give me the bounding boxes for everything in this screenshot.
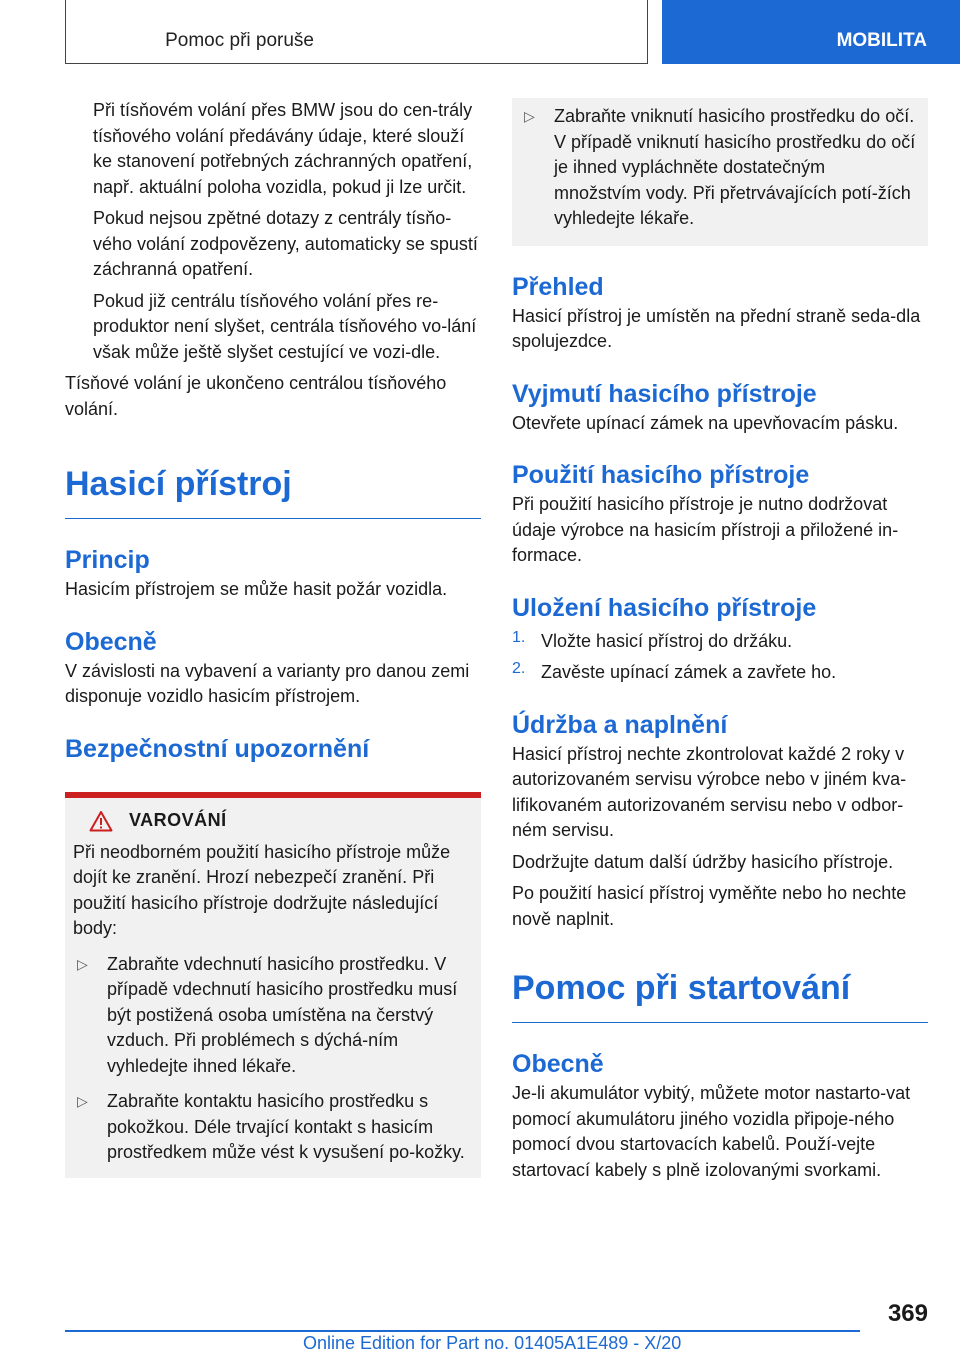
header-tab-mobilita[interactable]: MOBILITA <box>662 0 960 64</box>
heading-prehled: Přehled <box>512 272 604 301</box>
heading-vyjmuti: Vyjmutí hasicího přístroje <box>512 379 817 408</box>
warning-bullet-text: Zabraňte vdechnutí hasicího prostředku. V případě vdechnutí hasicího prostředku musí být postižená osoba umístěna na čerstvý vzduch. Při problémech s dýchá-ním vyhledejte ihned lékaře. <box>107 953 458 1076</box>
step-item <box>512 629 928 655</box>
heading-princip: Princip <box>65 546 150 574</box>
emergency-call-paragraph-1: Při tísňovém volání přes BMW jsou do cen-trály tísňového volání předávány údaje, které slouží ke stanovení potřebných záchranných opatření, např. aktuální poloha vozidla, pokud ji lze určit. <box>93 100 473 197</box>
bullet-triangle-icon: ▷ <box>77 955 88 972</box>
heading-pomoc-pri-startovani: Pomoc při startování <box>512 966 928 1023</box>
warning-bullet <box>520 104 916 232</box>
warning-bullet-text: Zabraňte vniknutí hasicího prostředku do očí. V případě vniknutí hasicího prostředku do očí je ihned vypláchněte dostatečným množstvím vody. Při přetrvávajících potí-žích vyhledejte lékaře. <box>554 106 916 228</box>
left-column <box>65 98 481 1178</box>
vyjmuti-text: Otevřete upínací zámek na upevňovacím pásku. <box>512 412 899 433</box>
princip-text: Hasicím přístrojem se může hasit požár vozidla. <box>65 579 448 599</box>
udrzba-paragraph-1: Hasicí přístroj nechte zkontrolovat každé 2 roky v autorizovaném servisu výrobce nebo v jiném kva-lifikovaném autorizovaném servisu nebo v odbor-ném servisu. <box>512 743 907 840</box>
step-text: Zavěste upínací zámek a zavřete ho. <box>541 662 837 682</box>
obecne-startovani-text: Je-li akumulátor vybitý, můžete motor nastarto-vat pomocí akumulátoru jiného vozidla připoje-ného pomocí dvou startovacích kabelů. Použí-vejte startovací kabely s plně izolovanými svorkami. <box>512 1083 911 1180</box>
heading-ulozeni: Uložení hasicího přístroje <box>512 593 817 622</box>
warning-triangle-icon <box>89 810 113 832</box>
heading-obecne: Obecně <box>65 627 157 656</box>
warning-box-continued <box>512 98 928 246</box>
heading-obecne-startovani: Obecně <box>512 1050 604 1078</box>
heading-pouziti: Použití hasicího přístroje <box>512 461 810 489</box>
warning-title <box>89 810 469 832</box>
udrzba-paragraph-2: Dodržujte datum další údržby hasicího přístroje. <box>512 851 894 872</box>
prehled-text: Hasicí přístroj je umístěn na přední straně seda-dla spolujezdce. <box>512 305 921 351</box>
header-frame <box>65 0 648 64</box>
emergency-call-paragraph-4: Tísňové volání je ukončeno centrálou tísňového volání. <box>65 373 447 419</box>
warning-bullet-text: Zabraňte kontaktu hasicího prostředku s pokožkou. Déle trvající kontakt s hasicím prostředkem může vést k vysušení po-kožky. <box>107 1091 465 1162</box>
footer-edition: Online Edition for Part no. 01405A1E489 - X/20 <box>303 1333 682 1353</box>
page-number: 369 <box>887 1300 928 1327</box>
warning-bullet <box>73 1089 469 1166</box>
step-item <box>512 660 928 686</box>
heading-bezpecnostni-upozorneni: Bezpečnostní upozornění <box>65 734 370 763</box>
bullet-triangle-icon: ▷ <box>77 1093 88 1109</box>
header-section-title: Pomoc při poruše <box>165 30 314 51</box>
warning-bullet <box>73 952 469 1080</box>
emergency-call-paragraph-3: Pokud již centrálu tísňového volání přes re-produktor není slyšet, centrála tísňového vo-lání však může ještě slyšet cestující ve vozi-dle. <box>93 290 477 362</box>
step-text: Vložte hasicí přístroj do držáku. <box>541 630 793 651</box>
footer-divider <box>65 1330 860 1332</box>
udrzba-paragraph-3: Po použití hasicí přístroj vyměňte nebo ho nechte nově naplnit. <box>512 883 907 929</box>
warning-text: Při neodborném použití hasicího přístroje může dojít ke zranění. Hrozí nebezpečí zranění. Při použití hasicího přístroje dodržujte následující body: <box>73 841 451 938</box>
heading-udrzba: Údržba a naplnění <box>512 710 728 739</box>
pouziti-text: Při použití hasicího přístroje je nutno dodržovat údaje výrobce na hasicím přístroji a přiložené in-formace. <box>512 494 899 565</box>
bullet-triangle-icon: ▷ <box>524 108 535 124</box>
step-number: 1. <box>512 628 526 646</box>
emergency-call-paragraph-2: Pokud nejsou zpětné dotazy z centrály tísňo-vého volání zodpovězeny, automaticky se spustí záchranná opatření. <box>93 208 478 279</box>
step-number: 2. <box>512 660 526 677</box>
right-column <box>512 98 928 1183</box>
heading-hasici-pristroj: Hasicí přístroj <box>65 462 481 519</box>
warning-box <box>65 792 481 1178</box>
warning-title-text: VAROVÁNÍ <box>129 810 227 830</box>
obecne-text: V závislosti na vybavení a varianty pro danou zemi disponuje vozidlo hasicím přístrojem. <box>65 660 470 706</box>
